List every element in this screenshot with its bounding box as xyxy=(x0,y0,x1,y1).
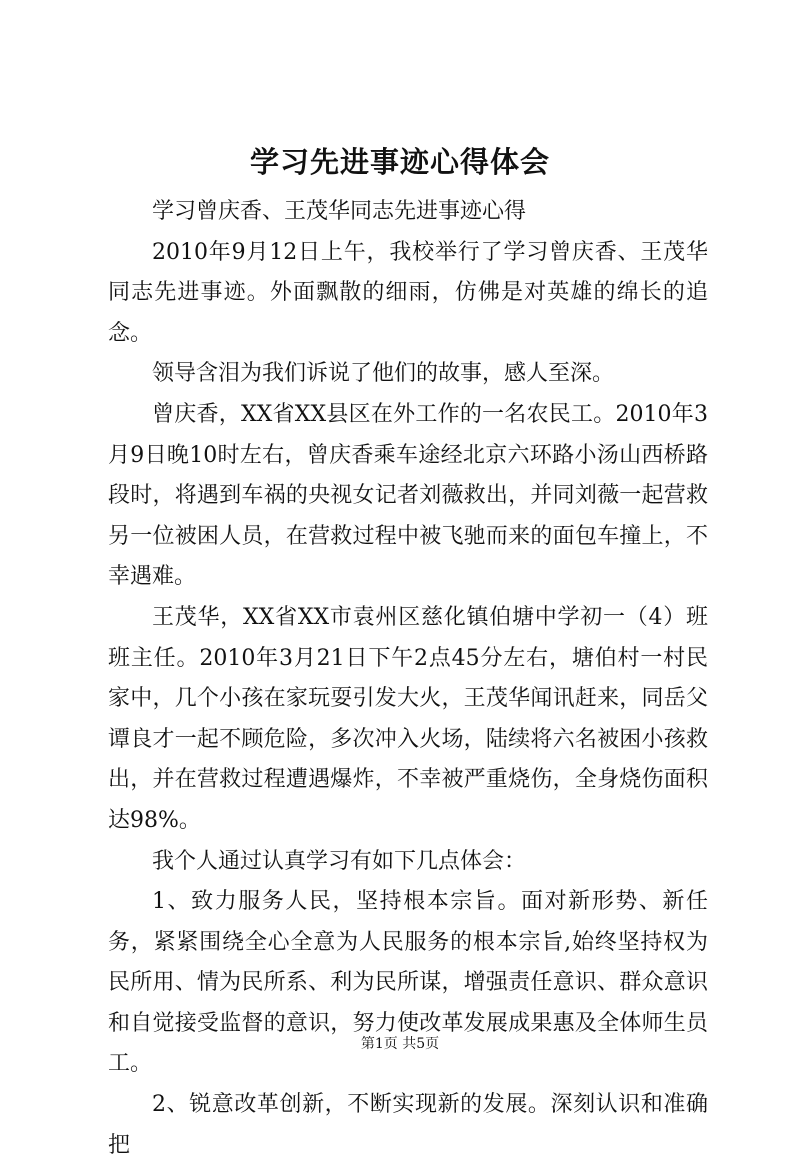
paragraph-point-2: 2、锐意改革创新，不断实现新的发展。深刻认识和准确把 xyxy=(108,1092,708,1158)
document-title: 学习先进事迹心得体会 xyxy=(249,145,550,179)
paragraph-wang-maohua: 王茂华，XX省XX市袁州区慈化镇伯塘中学初一（4）班班主任。2010年3月21日下午2点45分左右，塘伯村一村民家中，几个小孩在家玩耍引发大火，王茂华闻讯赶来，同岳父谭良才一起不顾危险，多次冲入火场，陆续将六名被困小孩救出，并在营救过程遭遇爆炸，不幸被严重烧伤，全身烧伤面积达98%。 xyxy=(108,604,708,833)
document-body xyxy=(108,192,708,1166)
paragraph-zeng-qingxiang: 曾庆香，XX省XX县区在外工作的一名农民工。2010年3月9日晚10时左右，曾庆香乘车途经北京六环路小汤山西桥路段时，将遇到车祸的央视女记者刘薇救出，并同刘薇一起营救另一位被困人员，在营救过程中被飞驰而来的面包车撞上，不幸遇难。 xyxy=(108,401,708,590)
paragraph-leader-story: 领导含泪为我们诉说了他们的故事，感人至深。 xyxy=(152,361,615,387)
paragraph-subtitle: 学习曾庆香、王茂华同志先进事迹心得 xyxy=(152,199,527,224)
paragraph-reflection-intro: 我个人通过认真学习有如下几点体会： xyxy=(152,848,527,874)
paragraph-event-intro: 2010年9月12日上午，我校举行了学习曾庆香、王茂华同志先进事迹。外面飘散的细雨，仿佛是对英雄的绵长的追念。 xyxy=(108,239,708,346)
page-number-footer: 第1页 共5页 xyxy=(360,1036,440,1052)
paragraph-point-1: 1、致力服务人民，坚持根本宗旨。面对新形势、新任务，紧紧围绕全心全意为人民服务的根本宗旨,始终坚持权为民所用、情为民所系、利为民所谋，增强责任意识、群众意识和自觉接受监督的意识，努力使改革发展成果惠及全体师生员工。 xyxy=(108,889,708,1077)
